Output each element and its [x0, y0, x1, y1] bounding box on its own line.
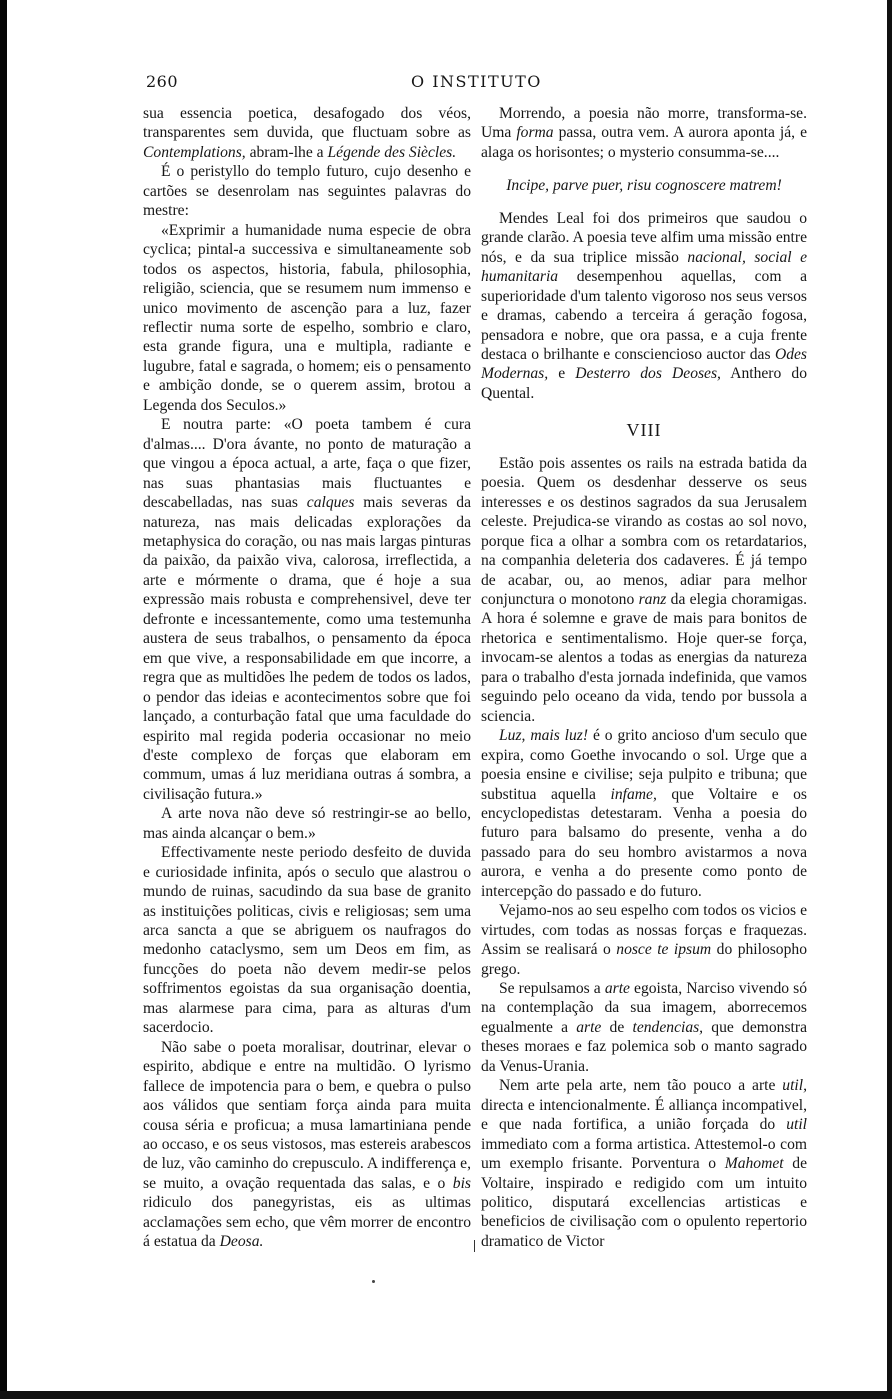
text-run: Effectivamente neste periodo desfeito de duvida e curiosidade infinita, após o seculo que alastrou o mundo de ruinas, sacudindo da sua base de granito as instituições politicas, civis e religiosas; sem uma arca sancta a que se abriguem os naufragos do medonho cataclysmo, sem um Deos em fim, as funcções do poeta não devem medir-se pelos soffrimentos egoistas da sua organisação doentia, mas alarmese para cima, para as alturas d'um sacerdocio.: [143, 844, 471, 1037]
text-run: sua essencia poetica, desafogado dos véos, transparentes sem duvida, que fluctuam sobre as: [143, 105, 471, 142]
text-run: Anthero do Quental.: [481, 365, 807, 402]
right-column-middle: [481, 209, 807, 404]
running-head: O INSTITUTO: [411, 72, 542, 91]
latin-motto: Incipe, parve puer, risu cognoscere matrem!: [506, 177, 782, 195]
italic-text: bis: [452, 1174, 471, 1192]
paragraph: [481, 979, 807, 1076]
right-column: [481, 104, 807, 1251]
text-run: abram-lhe a: [245, 143, 328, 161]
page-header: [146, 72, 796, 100]
text-run: do philosopho grego.: [481, 941, 807, 978]
paragraph: [143, 1038, 471, 1252]
text-run: Vejamo-nos ao seu espelho com todos os vicios e virtudes, com todas as nossas forças e fraquezas. Assim se realisará o: [481, 902, 807, 959]
italic-text: Légende des Siècles.: [327, 143, 457, 161]
text-run: ridiculo dos panegyristas, eis as ultimas acclamações sem echo, que vêm morrer de encontro á estatua da: [143, 1194, 471, 1251]
left-column-paragraphs: [143, 104, 471, 1252]
text-run: directa e intencionalmente. É alliança incompativel, e que nada fortifica, a união forçada do: [481, 1096, 807, 1134]
paragraph: [143, 843, 471, 1038]
section-heading: VIII: [626, 420, 662, 441]
paragraph: [481, 209, 807, 404]
paragraph: [143, 804, 471, 843]
text-run: e: [548, 365, 576, 383]
italic-text: forma: [516, 124, 554, 142]
text-run: que demonstra theses moraes e faz polemica sob o manto sagrado da Venus-Urania.: [481, 1018, 807, 1075]
text-run: da elegia choramigas. A hora é solemne e grave de mais para bonitos de rhetorica e sentimentalismo. Hoje quer-se força, invocam-se alentos a todas as energias da natureza para o trabalho d'esta jornada indefinida, que vamos seguindo pelo oceano da vida, tendo por bussola a sciencia.: [481, 590, 807, 725]
text-run: Estão pois assentes os rails na estrada batida da poesia. Quem os desdenhar desserve os seus interesses e os destinos sagrados da sua Jerusalem celeste. Prejudica-se virando as costas ao sol novo, porque fica a olhar a sombra com os retardatarios, na companhia deleteria dos cadaveres. É já tempo de acabar, ou, ao menos, adiar para melhor conjunctura o monotono: [481, 454, 807, 608]
text-run: Não sabe o poeta moralisar, doutrinar, elevar o espirito, abdique e entre na multidão. O lyrismo fallece de impotencia para o bem, e quebra o pulso aos válidos que sentiam força ainda para muita cousa séria e proficua; a musa lamartiniana pende ao occaso, e os seus vistosos, mas estereis arabescos de luz, vão caminho do crepusculo. A indifferença e, se muito, a ovação requentada das salas, e o: [143, 1038, 471, 1192]
text-run: de: [601, 1018, 633, 1036]
text-run: E noutra parte: «O poeta tambem é cura d'almas.... D'ora ávante, no ponto de maturação a que vingou a época actual, a arte, faça o que fizer, nas suas phantasias mais fluctuantes e descabelladas, nas suas: [143, 416, 471, 512]
italic-text: util: [786, 1116, 807, 1134]
paragraph: [143, 104, 471, 162]
text-run: de Voltaire, inspirado e redigido com um intuito politico, disputará excellencias artisticas e beneficios de civilisação com o opulento repertorio dramatico de Victor: [481, 1155, 807, 1250]
paragraph: [143, 162, 471, 220]
italic-text: nosce te ipsum: [616, 941, 712, 959]
italic-text: calques: [306, 494, 355, 512]
page-number: 260: [146, 72, 179, 91]
italic-text: arte: [604, 980, 630, 998]
right-column-section: [481, 454, 807, 1252]
italic-text: nacional, social e humanitaria: [481, 248, 808, 286]
text-run: A arte nova não deve só restringir-se ao bello, mas ainda alcançar o bem.»: [143, 805, 471, 842]
right-column-intro: [481, 104, 807, 162]
italic-text: Desterro dos Deoses,: [575, 365, 721, 383]
paragraph: [143, 221, 471, 416]
italic-text: util,: [782, 1077, 807, 1095]
italic-text: arte: [576, 1018, 602, 1036]
text-run: É o peristyllo do templo futuro, cujo desenho e cartões se desenrolam nas seguintes palavras do mestre:: [143, 163, 471, 220]
italic-text: Mahomet: [724, 1155, 784, 1173]
italic-text: Odes Modernas,: [481, 345, 807, 383]
italic-text: ranz: [638, 590, 667, 608]
paragraph: [481, 1076, 807, 1251]
paragraph: [481, 726, 807, 901]
ink-dot: [372, 1280, 375, 1283]
paragraph: [481, 901, 807, 979]
text-run: Mendes Leal foi dos primeiros que saudou o grande clarão. A poesia teve alfim uma missão entre nós, e da sua triplice missão: [481, 209, 807, 266]
text-run: é o grito ancioso d'um seculo que expira, como Goethe invocando o sol. Urge que a poesia ensine e civilise; seja pulpito e tribuna; que substitua aquella: [481, 727, 807, 803]
text-run: Morrendo, a poesia não morre, transforma-se. Uma: [481, 105, 807, 142]
column-rule: [474, 1240, 475, 1252]
scan-border-left: [0, 0, 7, 1399]
italic-text: infame,: [610, 785, 657, 803]
text-run: passa, outra vem. A aurora aponta já, e alaga os horisontes; o mysterio consumma-se....: [481, 124, 807, 161]
text-run: Se repulsamos a: [499, 980, 605, 998]
text-run: egoista, Narciso vivendo só na contemplação da sua imagem, aborrecemos egualmente a: [481, 980, 807, 1036]
paragraph: [481, 454, 807, 726]
text-run: «Exprimir a humanidade numa especie de obra cyclica; pintal-a successiva e simultaneamente sob todos os aspectos, historia, fabula, philosophia, religião, sciencia, que se resumem num immenso e unico movimento de ascenção para a luz, fazer reflectir numa sorte de espelho, sombrio e claro, esta grande figura, una e multipla, radiante e lugubre, fatal e sagrada, o homem; eis o pensamento e ambição donde, se o querem assim, brotou a Legenda dos Seculos.»: [143, 221, 471, 414]
italic-text: Deosa.: [219, 1233, 264, 1251]
left-column: [143, 104, 471, 1252]
text-run: que Voltaire e os encyclopedistas detestaram. Venha a poesia do futuro para balsamo do presente, venha a do passado para do seu hombro avistarmos a nova aurora, e venha a do presente como ponto de intercepção do passado e do futuro.: [481, 785, 807, 900]
italic-text: Contemplations,: [143, 143, 246, 161]
paragraph: [143, 415, 471, 804]
text-run: desempenhou aquellas, com a superioridade d'um talento vigoroso nos seus versos e dramas, cabendo a terceira á geração fogosa, pensadora e nobre, que ora passa, e a cuja frente destaca o brilhante e consciencioso auctor das: [481, 268, 807, 363]
paragraph: [481, 104, 807, 162]
text-run: immediato com a forma artistica. Attestemol-o com um exemplo frisante. Porventura o: [481, 1135, 807, 1173]
text-run: mais severas da natureza, nas mais delicadas explorações da metaphysica do coração, ou nas mais largas pinturas da paixão, da paixão viva, calorosa, irreflectida, a arte e mórmente o drama, que é hoje a sua expressão mais robusta e comprehensivel, deve ter defronte e incessantemente, como uma testemunha austera de seus trabalhos, o pensamento da época em que vive, a responsabilidade em que incorre, a regra que as multidões lhe pedem de todos os lados, o pendor das ideias e acontecimentos sobre que foi lançado, a conturbação fatal que uma faculdade do espirito mal regida poderia occasionar no meio d'este complexo de forças que elaboram em commum, umas á luz meridiana outras á sombra, a civilisação futura.»: [143, 494, 471, 803]
italic-text: tendencias,: [632, 1018, 704, 1036]
text-run: Nem arte pela arte, nem tão pouco a arte: [499, 1077, 783, 1095]
scan-border-right: [887, 0, 892, 1399]
scan-border-bottom: [0, 1391, 892, 1399]
italic-text: Luz, mais luz!: [499, 727, 589, 745]
